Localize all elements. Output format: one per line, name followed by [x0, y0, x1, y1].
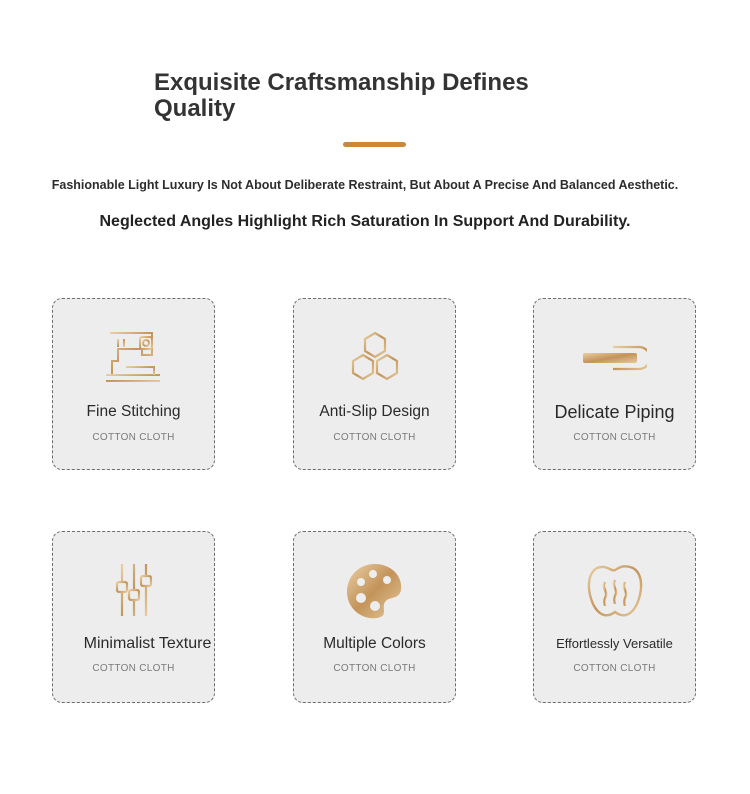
- feature-label: Minimalist Texture: [83, 635, 212, 652]
- feature-card-minimalist-texture: [52, 531, 215, 703]
- tagline: Neglected Angles Highlight Rich Saturation In Support And Durability.: [99, 213, 631, 230]
- feature-sublabel: COTTON CLOTH: [92, 663, 175, 674]
- feature-label: Delicate Piping: [554, 402, 675, 422]
- feature-label: Effortlessly Versatile: [556, 636, 673, 651]
- subtitle: Fashionable Light Luxury Is Not About Deliberate Restraint, But About A Precise And Balanced Aesthetic.: [51, 178, 679, 192]
- feature-sublabel: COTTON CLOTH: [92, 432, 175, 443]
- page-title: Exquisite Craftsmanship Defines Quality: [154, 69, 529, 122]
- feature-card-anti-slip-design: [293, 298, 456, 470]
- feature-card-multiple-colors: [293, 531, 456, 703]
- feature-sublabel: COTTON CLOTH: [573, 432, 656, 443]
- heat-waves-icon: [583, 560, 647, 624]
- title-accent-bar: [343, 142, 406, 147]
- feature-label: Multiple Colors: [323, 635, 426, 652]
- sliders-icon: [102, 560, 166, 624]
- feature-sublabel: COTTON CLOTH: [573, 663, 656, 674]
- feature-card-effortlessly-versatile: [533, 531, 696, 703]
- sewing-machine-icon: [102, 327, 166, 391]
- hexagon-cluster-icon: [343, 327, 407, 391]
- feature-sublabel: COTTON CLOTH: [333, 663, 416, 674]
- feature-label: Fine Stitching: [86, 403, 181, 420]
- feature-label: Anti-Slip Design: [319, 403, 430, 420]
- feature-card-delicate-piping: [533, 298, 696, 470]
- piping-edge-icon: [583, 327, 647, 391]
- feature-sublabel: COTTON CLOTH: [333, 432, 416, 443]
- palette-icon: [343, 560, 407, 624]
- feature-card-fine-stitching: [52, 298, 215, 470]
